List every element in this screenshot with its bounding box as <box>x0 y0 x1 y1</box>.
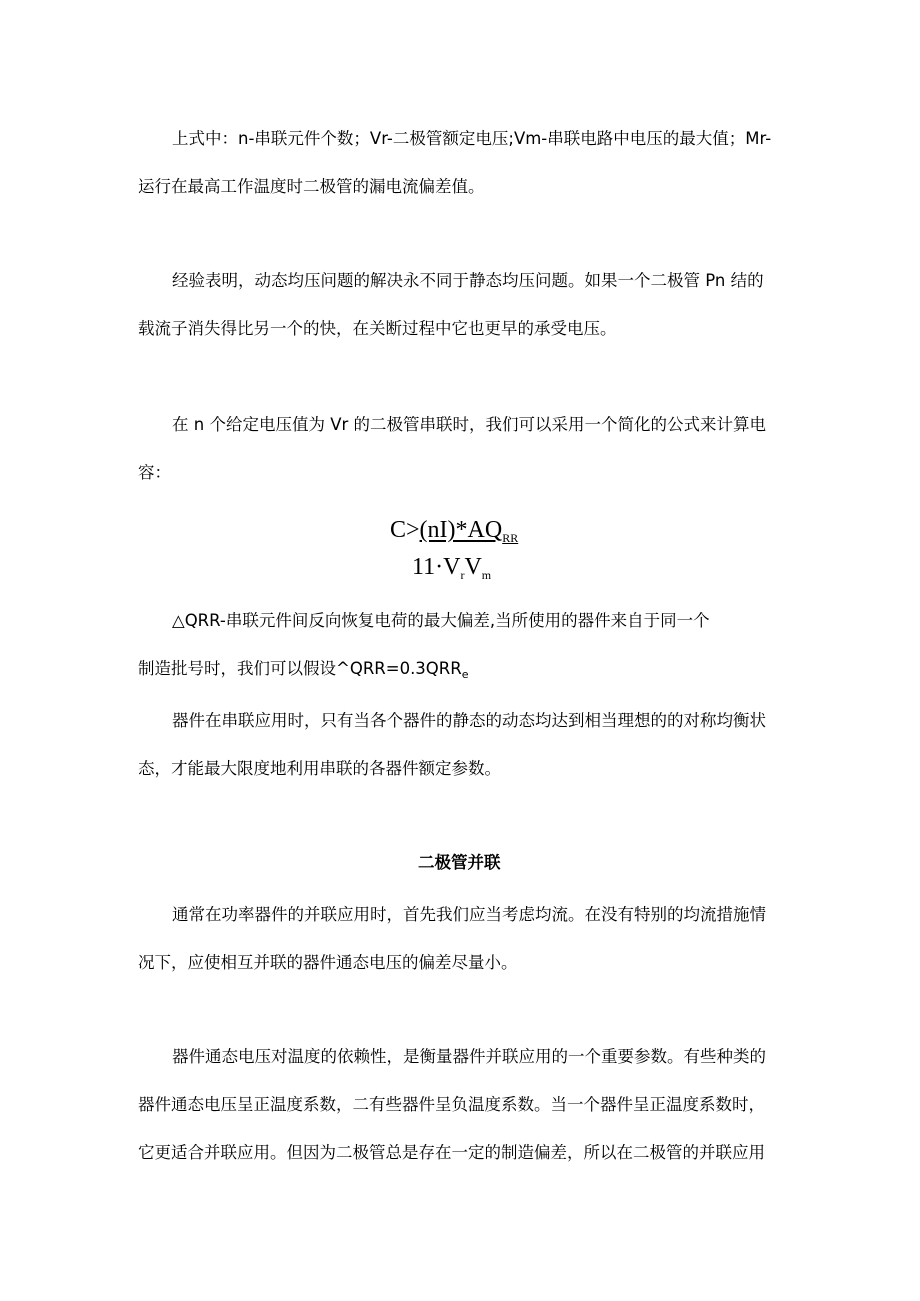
paragraph-2-line-2: 载流子消失得比另一个的快，在关断过程中它也更早的承受电压。 <box>138 319 617 338</box>
formula-numerator <box>390 516 518 552</box>
paragraph-1-line-2: 运行在最高工作温度时二极管的漏电流偏差值。 <box>138 177 485 196</box>
paragraph-5-line-1: 器件在串联应用时，只有当各个器件的静态的动态均达到相当理想的的对称均衡状 <box>172 711 766 730</box>
paragraph-5-line-2: 态，才能最大限度地利用串联的各器件额定参数。 <box>138 759 501 778</box>
section-heading: 二极管并联 <box>418 853 501 872</box>
paragraph-4-line-1: △QRR-串联元件间反向恢复电荷的最大偏差,当所使用的器件来自于同一个 <box>172 611 710 630</box>
formula-denominator <box>412 553 491 589</box>
paragraph-4-line-2 <box>138 658 469 686</box>
formula-denom-sub: r <box>460 568 465 582</box>
paragraph-2-line-1: 经验表明，动态均压问题的解决永不同于静态均压问题。如果一个二极管 Pn 结的 <box>172 271 764 290</box>
paragraph-4-line-2-sub: e <box>461 668 469 681</box>
paragraph-1-line-1: 上式中：n-串联元件个数；Vr-二极管额定电压;Vm-串联电路中电压的最大值；Mr- <box>172 129 772 148</box>
paragraph-6-line-1: 通常在功率器件的并联应用时，首先我们应当考虑均流。在没有特别的均流措施情 <box>172 905 766 924</box>
paragraph-7-line-1: 器件通态电压对温度的依赖性，是衡量器件并联应用的一个重要参数。有些种类的 <box>172 1047 766 1066</box>
paragraph-3-line-1: 在 n 个给定电压值为 Vr 的二极管串联时，我们可以采用一个简化的公式来计算电 <box>172 415 767 434</box>
formula-numerator-text: (nI)*AQ <box>419 517 503 543</box>
formula-denom-sub2: m <box>481 568 492 582</box>
paragraph-7-line-2: 器件通态电压呈正温度系数，二有些器件呈负温度系数。当一个器件呈正温度系数时， <box>138 1095 765 1114</box>
paragraph-6-line-2: 况下，应使相互并联的器件通态电压的偏差尽量小。 <box>138 953 518 972</box>
formula-numerator-sub: RR <box>502 531 519 545</box>
formula-denom-b: V <box>464 554 482 580</box>
paragraph-3-line-2: 容： <box>138 463 171 482</box>
formula-denom-a: 11·V <box>412 554 461 580</box>
paragraph-7-line-3: 它更适合并联应用。但因为二极管总是存在一定的制造偏差，所以在二极管的并联应用 <box>138 1143 765 1162</box>
paragraph-4-line-2-text: 制造批号时，我们可以假设^QRR=0.3QRR <box>138 659 462 678</box>
formula-c-gt: C> <box>390 517 420 543</box>
